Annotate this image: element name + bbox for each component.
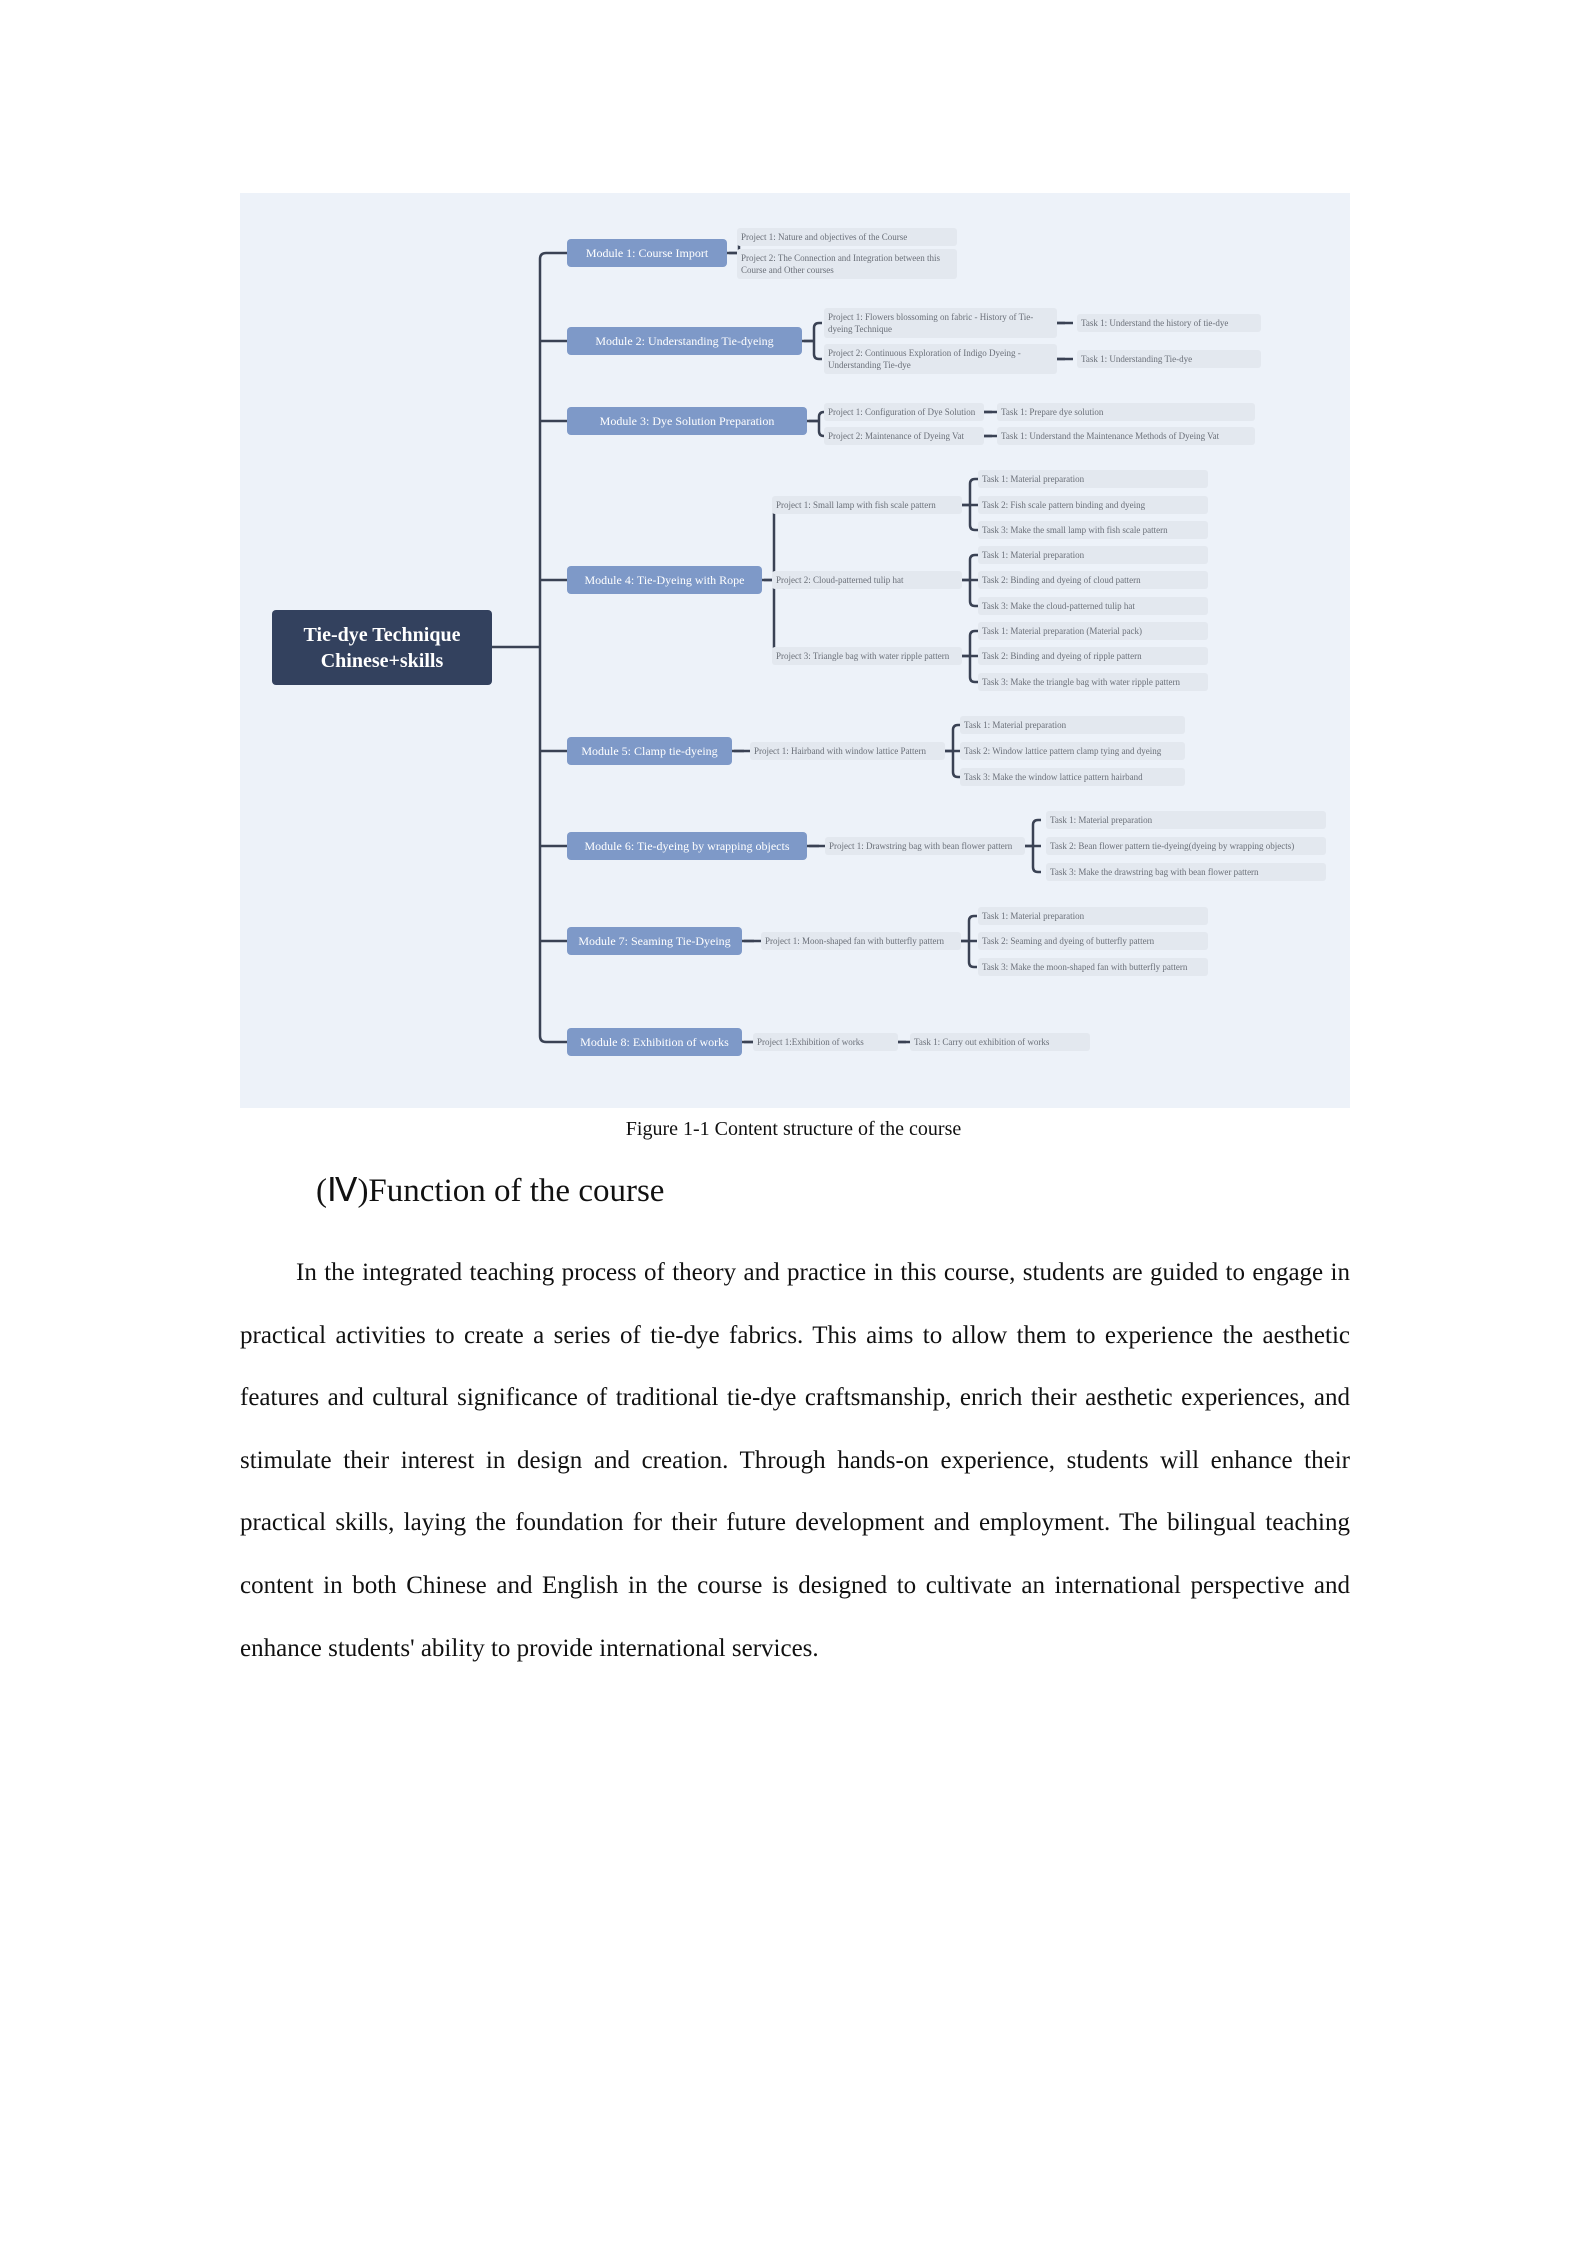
task-node-4-3-3-label: Task 3: Make the triangle bag with water ripple pattern: [982, 677, 1181, 687]
project-node-1-2: [737, 249, 957, 279]
module-2-branch-bracket: [814, 323, 822, 359]
task-node-5-1-2: [960, 742, 1185, 760]
task-node-6-1-3-label: Task 3: Make the drawstring bag with bean flower pattern: [1050, 867, 1259, 877]
task-node-7-1-1: [978, 907, 1208, 925]
task-node-6-1-2: [1046, 837, 1326, 855]
task-node-4-2-3: [978, 597, 1208, 615]
task-node-6-1-1: [1046, 811, 1326, 829]
module-node-8-label: Module 8: Exhibition of works: [580, 1034, 729, 1049]
project-node-4-1: [772, 496, 962, 514]
project-node-8-1: [753, 1033, 898, 1051]
project-node-5-1-label: Project 1: Hairband with window lattice Pattern: [754, 746, 926, 756]
project-node-4-3: [772, 647, 962, 665]
project-node-3-1-label: Project 1: Configuration of Dye Solution: [828, 407, 976, 417]
root-node: [272, 610, 492, 685]
project-node-7-1-label: Project 1: Moon-shaped fan with butterfly pattern: [765, 936, 944, 946]
task-node-6-1-2-label: Task 2: Bean flower pattern tie-dyeing(dyeing by wrapping objects): [1050, 841, 1295, 851]
module-node-7-label: Module 7: Seaming Tie-Dyeing: [578, 933, 731, 948]
module-spine: [540, 253, 567, 1042]
task-node-4-1-1-label: Task 1: Material preparation: [982, 474, 1085, 484]
task-node-7-1-2-label: Task 2: Seaming and dyeing of butterfly pattern: [982, 936, 1155, 946]
task-node-4-3-3: [978, 673, 1208, 691]
course-structure-diagram: [240, 193, 1350, 1108]
task-node-3-2-1-label: Task 1: Understand the Maintenance Methods of Dyeing Vat: [1001, 431, 1220, 441]
project-node-3-2: [824, 427, 984, 445]
task-node-3-1-1-label: Task 1: Prepare dye solution: [1001, 407, 1104, 417]
project-node-1-1: [737, 228, 957, 246]
project-node-7-1: [761, 932, 961, 950]
task-node-4-3-2-label: Task 2: Binding and dyeing of ripple pattern: [982, 651, 1142, 661]
task-node-4-2-3-label: Task 3: Make the cloud-patterned tulip hat: [982, 601, 1135, 611]
task-node-4-2-1-label: Task 1: Material preparation: [982, 550, 1085, 560]
task-node-4-1-2: [978, 496, 1208, 514]
task-node-8-1-1: [910, 1033, 1090, 1051]
module-node-3-label: Module 3: Dye Solution Preparation: [599, 413, 775, 428]
module-node-6-label: Module 6: Tie-dyeing by wrapping objects: [584, 838, 790, 853]
module-node-2-label: Module 2: Understanding Tie-dyeing: [595, 333, 774, 348]
task-node-4-3-1-label: Task 1: Material preparation (Material pack): [982, 626, 1143, 636]
project-node-6-1: [825, 837, 1025, 855]
task-node-6-1-1-label: Task 1: Material preparation: [1050, 815, 1153, 825]
task-node-4-3-2: [978, 647, 1208, 665]
task-node-6-1-3: [1046, 863, 1326, 881]
module-node-5-label: Module 5: Clamp tie-dyeing: [581, 743, 718, 758]
task-node-5-1-3: [960, 768, 1185, 786]
project-node-3-1: [824, 403, 984, 421]
task-node-5-1-2-label: Task 2: Window lattice pattern clamp tying and dyeing: [964, 746, 1162, 756]
task-node-2-1-1-label: Task 1: Understand the history of tie-dye: [1081, 318, 1229, 328]
task-node-4-2-2-label: Task 2: Binding and dyeing of cloud pattern: [982, 575, 1141, 585]
project-node-1-1-label: Project 1: Nature and objectives of the Course: [741, 232, 908, 242]
task-node-8-1-1-label: Task 1: Carry out exhibition of works: [914, 1037, 1050, 1047]
task-node-4-2-2: [978, 571, 1208, 589]
task-node-3-1-1: [997, 403, 1255, 421]
task-node-4-1-2-label: Task 2: Fish scale pattern binding and dyeing: [982, 500, 1146, 510]
task-node-7-1-3-label: Task 3: Make the moon-shaped fan with butterfly pattern: [982, 962, 1188, 972]
task-node-2-2-1: [1077, 350, 1261, 368]
module-node-1-label: Module 1: Course Import: [585, 245, 709, 260]
project-node-8-1-label: Project 1:Exhibition of works: [757, 1037, 864, 1047]
module-node-5: [567, 737, 732, 765]
root-line-2: Chinese+skills: [320, 649, 444, 672]
module-node-2: [567, 327, 802, 355]
project-node-4-1-label: Project 1: Small lamp with fish scale pattern: [776, 500, 936, 510]
module-node-6: [567, 832, 807, 860]
module-node-8: [567, 1028, 742, 1056]
project-node-1-2-label: Project 2: The Connection and Integration between this Course and Other courses: [741, 253, 941, 275]
body-paragraph: In the integrated teaching process of theory and practice in this course, students are guided to engage in practical activities to create a series of tie-dye fabrics. This aims to allow them to experience the aesthetic features and cultural significance of traditional tie-dye craftsmanship, enrich their aesthetic experiences, and stimulate their interest in design and creation. Through hands-on experience, students will enhance their practical skills, laying the foundation for their future development and employment. The bilingual teaching content in both Chinese and English in the course is designed to cultivate an international perspective and enhance students' ability to provide international services.: [240, 1259, 1350, 1662]
module-node-1: [567, 239, 727, 267]
project-node-4-2-label: Project 2: Cloud-patterned tulip hat: [776, 575, 904, 585]
module-node-4: [567, 566, 762, 594]
section-heading: (Ⅳ)Function of the course: [316, 1173, 665, 1209]
project-node-6-1-label: Project 1: Drawstring bag with bean flower pattern: [829, 841, 1013, 851]
project-node-4-3-label: Project 3: Triangle bag with water ripple pattern: [776, 651, 950, 661]
task-node-2-2-1-label: Task 1: Understanding Tie-dye: [1081, 354, 1193, 364]
task-node-7-1-2: [978, 932, 1208, 950]
task-node-5-1-3-label: Task 3: Make the window lattice pattern hairband: [964, 772, 1143, 782]
figure-caption: Figure 1-1 Content structure of the course: [625, 1118, 962, 1140]
project-node-2-2: [824, 344, 1057, 374]
task-node-4-1-1: [978, 470, 1208, 488]
task-node-5-1-1: [960, 716, 1185, 734]
task-node-2-1-1: [1077, 314, 1261, 332]
project-node-2-2-label: Project 2: Continuous Exploration of Indigo Dyeing - Understanding Tie-dye: [828, 348, 1021, 370]
task-node-4-1-3-label: Task 3: Make the small lamp with fish scale pattern: [982, 525, 1168, 535]
project-node-5-1: [750, 742, 945, 760]
module-node-4-label: Module 4: Tie-Dyeing with Rope: [584, 572, 745, 587]
module-node-3: [567, 407, 807, 435]
task-node-4-2-1: [978, 546, 1208, 564]
project-node-2-1-label: Project 1: Flowers blossoming on fabric - History of Tie-dyeing Technique: [828, 312, 1034, 334]
task-node-4-1-3: [978, 521, 1208, 539]
project-node-2-1: [824, 308, 1057, 338]
module-node-7: [567, 927, 742, 955]
task-node-7-1-1-label: Task 1: Material preparation: [982, 911, 1085, 921]
task-node-7-1-3: [978, 958, 1208, 976]
task-node-3-2-1: [997, 427, 1255, 445]
project-node-4-2: [772, 571, 962, 589]
task-node-4-3-1: [978, 622, 1208, 640]
root-line-1: Tie-dye Technique: [303, 623, 461, 646]
task-node-5-1-1-label: Task 1: Material preparation: [964, 720, 1067, 730]
project-node-3-2-label: Project 2: Maintenance of Dyeing Vat: [828, 431, 965, 441]
